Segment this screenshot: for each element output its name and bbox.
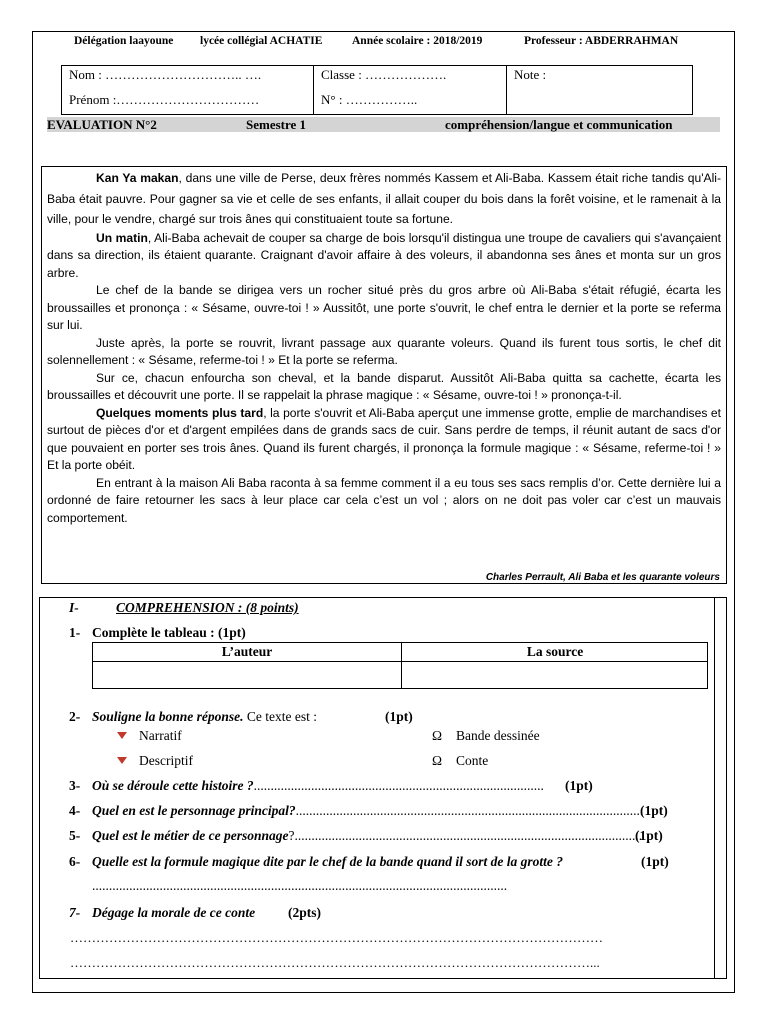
header-teacher: Professeur : ABDERRAHMAN [524, 35, 679, 47]
q6-answer-line[interactable]: ........................................................................................................................... [92, 878, 508, 893]
margin-line [714, 598, 715, 978]
evaluation-bar [47, 117, 720, 132]
name-cell[interactable] [62, 66, 314, 114]
semester: Semestre 1 [246, 117, 307, 132]
q7-points: (2pts) [288, 905, 321, 920]
q3-text: Où se déroule cette histoire ?...................................................................................... [92, 778, 544, 793]
q7-answer-line-2[interactable]: …………………………………………………………………………………………………………... [70, 955, 600, 970]
q2-text: Souligne la bonne réponse. Ce texte est : [92, 709, 318, 724]
paragraph-4: Juste après, la porte se rouvrit, livrant passage aux quarante voleurs. Quand ils furent tous sortis, le chef dit solennellement : « Sésame, referme-toi ! » Et la porte se referma. [47, 335, 721, 367]
author-answer-cell[interactable] [94, 663, 400, 688]
q4-points: (1pt) [640, 803, 668, 818]
section-number: I- [69, 600, 79, 615]
q3-number: 3- [69, 778, 81, 793]
paragraph-1: Kan Ya makan, dans une ville de Perse, deux frères nommés Kassem et Ali-Baba. Kassem était riche tandis qu'Ali-Baba était pauvre. Pour gagner sa vie et celle de ses enfants, il allait couper du bois dans la forêt voisine, et le ramenait à la ville, pour le vendre, chargé sur trois ânes qui constituaient toute sa fortune. [47, 171, 721, 226]
option-conte[interactable]: Ω Conte [432, 753, 489, 768]
q4-text: Quel en est le personnage principal?....................................................................................................... [92, 803, 644, 818]
prenom-field: Prénom :…………………………… [69, 92, 260, 107]
paragraph-6: Quelques moments plus tard, la porte s'ouvrit et Ali-Baba aperçut une immense grotte, emplie de marchandises et surtout de pièces d'or et d'argent empilées dans de grands sacs de cuir. Sans perdre de temps, il réunit autant de sacs d'or que pouvaient en porter ses trois ânes. Quand ils furent chargés, il prononça la formule magique : « Sésame, referme-toi ! » Et la porte obéit. [47, 405, 722, 472]
section-title: COMPREHENSION : (8 points) [116, 600, 299, 615]
q4-number: 4- [69, 803, 81, 818]
q5-number: 5- [69, 828, 81, 843]
source-answer-cell[interactable] [403, 663, 708, 688]
author-source-table [92, 642, 708, 689]
q2-points: (1pt) [385, 709, 413, 724]
student-id-table [61, 65, 693, 115]
text-source: Charles Perrault, Ali Baba et les quarante voleurs [485, 572, 720, 583]
q6-number: 6- [69, 854, 81, 869]
q5-points: (1pt) [635, 828, 663, 843]
numero-field: N° : …………….. [321, 92, 418, 107]
q5-text: Quel est le métier de ce personnage?....................................................................................................... [92, 828, 643, 843]
q7-answer-line-1[interactable]: …………………………………………………………………………………………………………… [70, 930, 603, 945]
col-author: L’auteur [221, 644, 273, 659]
q7-text: Dégage la morale de ce conte [92, 905, 256, 920]
paragraph-3: Le chef de la bande se dirigea vers un rocher situé près du gros arbre où Ali-Baba s'était réfugié, écarta les broussailles et prononça : « Sésame, ouvre-toi ! » Aussitôt, une porte s'ouvrit, le chef entra le dernier et la porte se referma sur lui. [47, 283, 721, 332]
omega-bullet-icon: Ω [432, 753, 443, 768]
header-year: Année scolaire : 2018/2019 [352, 35, 483, 47]
arrow-bullet-icon [117, 732, 127, 739]
header-school: lycée collégial ACHATIE [200, 35, 323, 47]
q1-text: Complète le tableau : (1pt) [92, 625, 246, 640]
q7-number: 7- [69, 905, 81, 920]
paragraph-5: Sur ce, chacun enfourcha son cheval, et la bande disparut. Aussitôt Ali-Baba quitta sa cachette, écarta les broussailles et découvrit une porte. Il se rappelait la phrase magique : « Sésame, ouvre-toi ! » prononça-t-il. [47, 370, 721, 402]
reading-text-box [41, 166, 727, 584]
q2-number: 2- [69, 709, 81, 724]
paragraph-2: Un matin, Ali-Baba achevait de couper sa charge de bois lorsqu'il distingua une troupe de cavaliers qui s'avançaient dans sa direction, ils étaient quarante. Craignant d'avoir affaire à des voleurs, il abandonna ses ânes et monta sur un gros arbre. [47, 230, 721, 280]
option-bande-dessinee[interactable]: Ω Bande dessinée [432, 728, 540, 743]
q6-points: (1pt) [641, 854, 669, 869]
option-narratif[interactable]: Narratif [117, 728, 182, 744]
note-cell[interactable] [507, 66, 692, 114]
note-field: Note : [514, 67, 547, 82]
subject: compréhension/langue et communication [445, 117, 673, 132]
paragraph-7: En entrant à la maison Ali Baba raconta à sa femme comment il a eu tous ses sacs remplis d’or. Cette dernière lui a ordonné de faire retourner les sacs à leur place car cela c’est un vol ; alors on ne doit pas voler car c’est un mauvais comportement. [47, 475, 721, 525]
q3-answer-line[interactable]: ...................................................................................... [253, 778, 544, 793]
class-cell[interactable] [314, 66, 507, 114]
q5-answer-line[interactable]: ?....................................................................................................... [288, 828, 643, 843]
omega-bullet-icon: Ω [432, 728, 443, 743]
header-delegation: Délégation laayoune [74, 35, 174, 47]
q4-answer-line[interactable]: ....................................................................................................... [295, 803, 644, 818]
q1-number: 1- [69, 625, 81, 640]
q6-text: Quelle est la formule magique dite par le chef de la bande quand il sort de la grotte ? [92, 854, 563, 869]
col-source: La source [526, 644, 584, 659]
nom-field: Nom : ………………………….. …. [69, 67, 262, 82]
evaluation-title: EVALUATION N°2 [47, 117, 157, 132]
q3-points: (1pt) [565, 778, 593, 793]
option-descriptif[interactable]: Descriptif [117, 753, 193, 769]
arrow-bullet-icon [117, 757, 127, 764]
classe-field: Classe : ………………. [321, 67, 447, 82]
